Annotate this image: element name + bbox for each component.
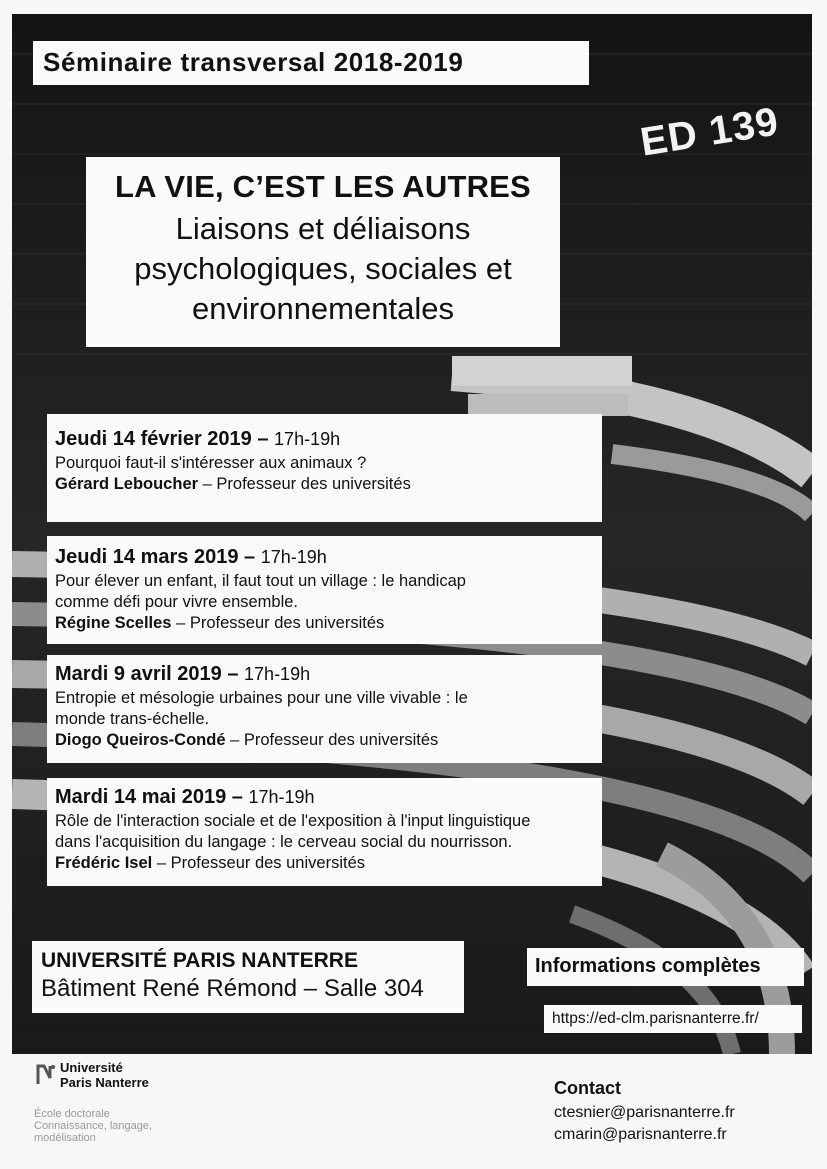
university-logo-icon	[36, 1062, 56, 1086]
session-speaker-line	[55, 730, 602, 751]
speaker-name: Diogo Queiros-Condé	[55, 731, 226, 749]
speaker-role: – Professeur des universités	[152, 854, 366, 872]
session-speaker-line	[55, 613, 602, 634]
info-label: Informations complètes	[535, 955, 761, 977]
session-date: Mardi 14 mai 2019	[55, 786, 227, 808]
main-title: LA VIE, C’EST LES AUTRES	[115, 169, 531, 204]
session-topic: Entropie et mésologie urbaines pour une ville vivable : le	[55, 689, 468, 707]
session-date: Jeudi 14 mars 2019	[55, 546, 239, 568]
speaker-role: – Professeur des universités	[225, 731, 439, 749]
session-dash: –	[226, 786, 249, 808]
session-time: 17h-19h	[274, 429, 341, 449]
venue-room: Bâtiment René Rémond – Salle 304	[41, 975, 424, 1002]
school-line: modélisation	[34, 1132, 96, 1144]
title-panel	[86, 157, 560, 347]
speaker-role: – Professeur des universités	[171, 614, 385, 632]
speaker-name: Régine Scelles	[55, 614, 172, 632]
session-dash: –	[251, 428, 275, 450]
contact-block	[554, 1078, 735, 1146]
session-dash: –	[221, 663, 245, 685]
session-topic: Rôle de l'interaction sociale et de l'exposition à l'input linguistique	[55, 812, 531, 830]
school-line: École doctorale	[34, 1108, 110, 1120]
session-card	[47, 536, 602, 644]
session-card	[47, 414, 602, 522]
series-banner	[33, 41, 589, 85]
speaker-role: – Professeur des universités	[198, 475, 411, 493]
session-time: 17h-19h	[260, 547, 327, 567]
ed-badge: ED 139	[637, 99, 782, 165]
session-speaker-line	[55, 474, 602, 495]
logo-text	[60, 1060, 180, 1090]
series-title: Séminaire transversal 2018-2019	[43, 47, 464, 77]
contact-email[interactable]: ctesnier@parisnanterre.fr	[554, 1104, 735, 1121]
session-topic: Pour élever un enfant, il faut tout un village : le handicap	[55, 572, 466, 590]
session-topic-cont: comme défi pour vivre ensemble.	[55, 593, 299, 611]
url-panel[interactable]	[544, 1005, 802, 1033]
session-time: 17h-19h	[244, 664, 311, 684]
contact-email[interactable]: cmarin@parisnanterre.fr	[554, 1126, 727, 1143]
session-topic-cont: dans l'acquisition du langage : le cerveau social du nourrisson.	[55, 833, 513, 851]
info-panel	[527, 948, 804, 986]
poster	[12, 14, 812, 1054]
subtitle-line: Liaisons et déliaisons	[175, 211, 471, 246]
school-line: Connaissance, langage,	[34, 1120, 153, 1132]
speaker-name: Frédéric Isel	[55, 854, 153, 872]
session-date: Mardi 9 avril 2019	[55, 663, 222, 685]
session-card	[47, 655, 602, 763]
logo-line: Université	[60, 1060, 123, 1075]
session-topic-cont: monde trans-échelle.	[55, 710, 210, 728]
venue-panel	[32, 941, 464, 1013]
speaker-name: Gérard Leboucher	[55, 475, 199, 493]
session-speaker-line	[55, 853, 602, 874]
subtitle-line: psychologiques, sociales et	[134, 251, 512, 286]
venue-university: UNIVERSITÉ PARIS NANTERRE	[41, 949, 358, 972]
doctoral-school	[34, 1108, 184, 1144]
session-time: 17h-19h	[248, 787, 315, 807]
session-card	[47, 778, 602, 886]
subtitle-line: environnementales	[192, 291, 454, 326]
logo-line: Paris Nanterre	[60, 1075, 149, 1090]
session-dash: –	[238, 546, 261, 568]
session-topic: Pourquoi faut-il s'intéresser aux animaux ?	[55, 454, 367, 472]
info-url-link[interactable]: https://ed-clm.parisnanterre.fr/	[552, 1010, 759, 1027]
session-date: Jeudi 14 février 2019	[55, 428, 252, 450]
contact-title: Contact	[554, 1078, 621, 1098]
